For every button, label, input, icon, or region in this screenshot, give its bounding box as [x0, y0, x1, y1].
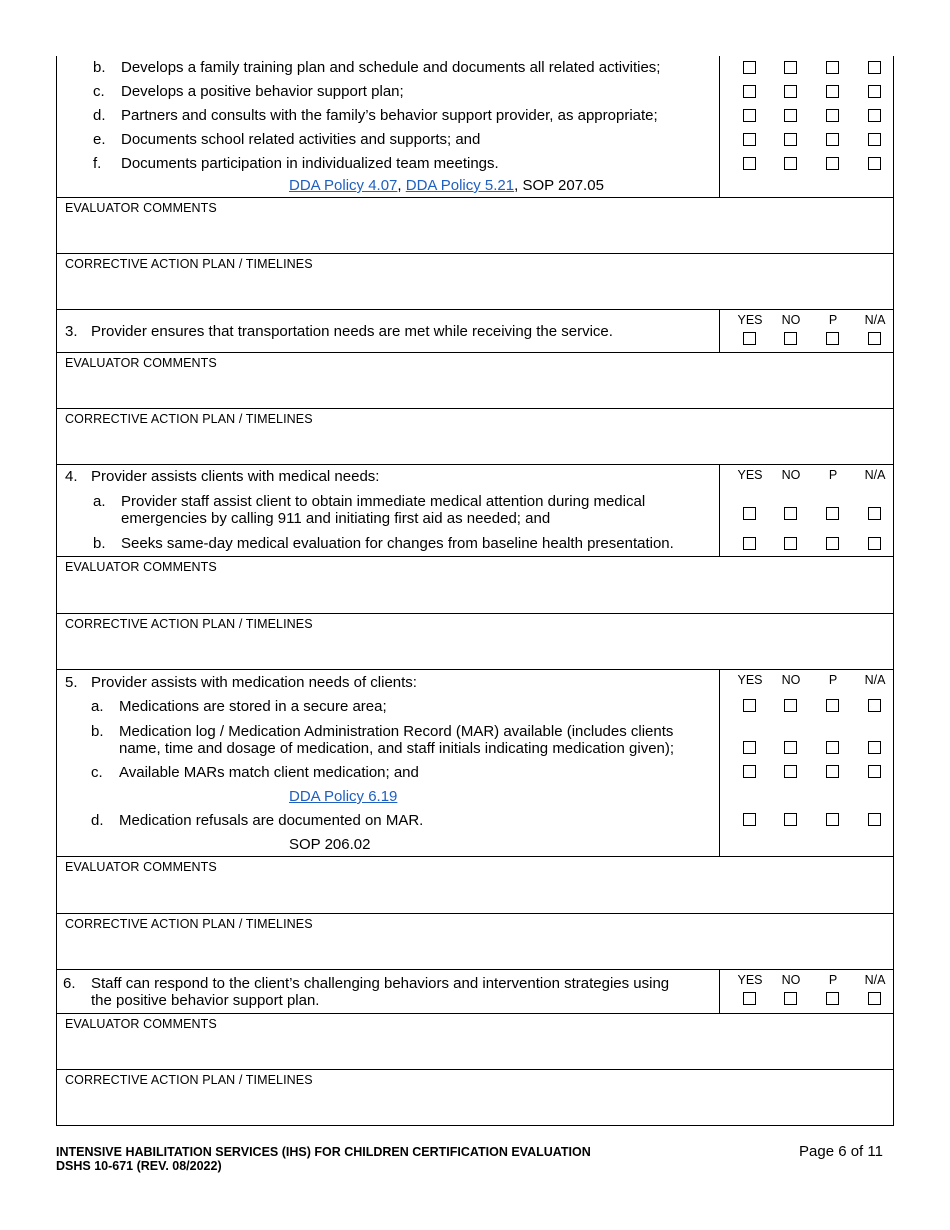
item-letter: d.	[93, 107, 106, 124]
partial-checkbox[interactable]	[826, 157, 839, 170]
partial-checkbox[interactable]	[826, 507, 839, 520]
evaluator-comments-box[interactable]	[56, 557, 894, 614]
item-letter: b.	[93, 59, 106, 76]
dda-policy-4-07-link[interactable]: DDA Policy 4.07	[289, 177, 398, 194]
no-checkbox[interactable]	[784, 157, 797, 170]
no-header: NO	[781, 313, 801, 327]
item-text: name, time and dosage of medication, and staff initials indicating medication given);	[119, 740, 675, 757]
yes-checkbox[interactable]	[743, 85, 756, 98]
yes-checkbox[interactable]	[743, 507, 756, 520]
question-text: the positive behavior support plan.	[91, 992, 320, 1009]
na-header: N/A	[864, 673, 886, 687]
corrective-action-box[interactable]	[56, 614, 894, 670]
no-checkbox[interactable]	[784, 813, 797, 826]
p-header: P	[828, 673, 838, 687]
item-letter: b.	[93, 535, 106, 552]
corrective-action-label: CORRECTIVE ACTION PLAN / TIMELINES	[65, 917, 313, 931]
form-number: DSHS 10-671 (REV. 08/2022)	[56, 1159, 222, 1173]
section-5-checkboxes	[720, 670, 893, 856]
question-text: Staff can respond to the client’s challenging behaviors and intervention strategies using	[91, 975, 670, 992]
no-checkbox[interactable]	[784, 85, 797, 98]
partial-checkbox[interactable]	[826, 61, 839, 74]
section-2-text	[57, 56, 720, 197]
yes-header: YES	[737, 313, 763, 327]
yes-checkbox[interactable]	[743, 765, 756, 778]
yes-checkbox[interactable]	[743, 133, 756, 146]
no-checkbox[interactable]	[784, 61, 797, 74]
na-header: N/A	[864, 973, 886, 987]
no-checkbox[interactable]	[784, 133, 797, 146]
section-4-checkboxes	[720, 465, 893, 556]
evaluator-comments-label: EVALUATOR COMMENTS	[65, 860, 217, 874]
item-text: Partners and consults with the family’s behavior support provider, as appropriate;	[121, 107, 658, 124]
na-checkbox[interactable]	[868, 765, 881, 778]
item-letter: c.	[93, 83, 105, 100]
item-letter: a.	[93, 493, 106, 510]
no-checkbox[interactable]	[784, 765, 797, 778]
evaluator-comments-box[interactable]	[56, 857, 894, 914]
yes-checkbox[interactable]	[743, 61, 756, 74]
section-5	[56, 670, 894, 857]
item-letter: b.	[91, 723, 104, 740]
p-header: P	[828, 468, 838, 482]
question-number: 6.	[63, 975, 76, 992]
yes-header: YES	[737, 468, 763, 482]
na-checkbox[interactable]	[868, 332, 881, 345]
na-header: N/A	[864, 313, 886, 327]
na-checkbox[interactable]	[868, 507, 881, 520]
partial-checkbox[interactable]	[826, 699, 839, 712]
evaluator-comments-label: EVALUATOR COMMENTS	[65, 356, 217, 370]
item-letter: d.	[91, 812, 104, 829]
section-2-checkboxes	[720, 56, 893, 197]
yes-checkbox[interactable]	[743, 992, 756, 1005]
item-letter: a.	[91, 698, 104, 715]
section-5-text	[57, 670, 720, 856]
no-checkbox[interactable]	[784, 332, 797, 345]
section-4-text	[57, 465, 720, 556]
na-checkbox[interactable]	[868, 741, 881, 754]
no-header: NO	[781, 673, 801, 687]
yes-checkbox[interactable]	[743, 537, 756, 550]
corrective-action-label: CORRECTIVE ACTION PLAN / TIMELINES	[65, 257, 313, 271]
sop-reference: , SOP 207.05	[514, 177, 604, 194]
na-checkbox[interactable]	[868, 537, 881, 550]
dda-policy-5-21-link[interactable]: DDA Policy 5.21	[405, 177, 515, 194]
evaluator-comments-label: EVALUATOR COMMENTS	[65, 201, 217, 215]
form-title: INTENSIVE HABILITATION SERVICES (IHS) FOR CHILDREN CERTIFICATION EVALUATION	[56, 1145, 591, 1159]
question-text: Provider ensures that transportation needs are met while receiving the service.	[91, 323, 613, 340]
corrective-action-label: CORRECTIVE ACTION PLAN / TIMELINES	[65, 1073, 313, 1087]
section-3-text	[57, 310, 720, 352]
item-text: Seeks same-day medical evaluation for changes from baseline health presentation.	[121, 535, 674, 552]
corrective-action-label: CORRECTIVE ACTION PLAN / TIMELINES	[65, 617, 313, 631]
item-letter: f.	[93, 155, 102, 172]
evaluator-comments-box[interactable]	[56, 1014, 894, 1070]
evaluator-comments-label: EVALUATOR COMMENTS	[65, 560, 217, 574]
section-3-checkboxes	[720, 310, 893, 352]
no-header: NO	[781, 468, 801, 482]
na-checkbox[interactable]	[868, 85, 881, 98]
yes-header: YES	[737, 673, 763, 687]
question-number: 3.	[65, 323, 78, 340]
na-checkbox[interactable]	[868, 61, 881, 74]
question-text: Provider assists with medication needs of clients:	[91, 674, 417, 691]
question-number: 5.	[65, 674, 78, 691]
yes-header: YES	[737, 973, 763, 987]
yes-checkbox[interactable]	[743, 741, 756, 754]
section-6-text	[57, 970, 720, 1013]
section-4	[56, 465, 894, 557]
section-2	[56, 56, 894, 198]
item-text: Medication refusals are documented on MAR.	[119, 812, 424, 829]
p-header: P	[828, 973, 838, 987]
no-checkbox[interactable]	[784, 507, 797, 520]
partial-checkbox[interactable]	[826, 537, 839, 550]
na-header: N/A	[864, 468, 886, 482]
ref-separator: ,	[397, 177, 406, 194]
partial-checkbox[interactable]	[826, 741, 839, 754]
section-3	[56, 310, 894, 353]
item-text: Provider staff assist client to obtain immediate medical attention during medical	[121, 493, 646, 510]
item-text: Documents participation in individualized team meetings.	[121, 155, 499, 172]
item-text: Documents school related activities and supports; and	[121, 131, 481, 148]
partial-checkbox[interactable]	[826, 109, 839, 122]
evaluator-comments-box[interactable]	[56, 198, 894, 254]
sop-reference: SOP 206.02	[289, 836, 371, 853]
evaluation-form	[56, 56, 894, 1126]
na-checkbox[interactable]	[868, 813, 881, 826]
corrective-action-label: CORRECTIVE ACTION PLAN / TIMELINES	[65, 412, 313, 426]
no-checkbox[interactable]	[784, 741, 797, 754]
corrective-action-box[interactable]	[56, 914, 894, 970]
no-checkbox[interactable]	[784, 699, 797, 712]
item-text: Available MARs match client medication; and	[119, 764, 419, 781]
yes-checkbox[interactable]	[743, 813, 756, 826]
corrective-action-box[interactable]	[56, 409, 894, 465]
evaluator-comments-box[interactable]	[56, 353, 894, 409]
item-text: Develops a family training plan and schedule and documents all related activities;	[121, 59, 661, 76]
item-letter: c.	[91, 764, 103, 781]
footer-left	[56, 1145, 591, 1173]
dda-policy-6-19-link[interactable]: DDA Policy 6.19	[289, 788, 398, 805]
na-checkbox[interactable]	[868, 992, 881, 1005]
partial-checkbox[interactable]	[826, 133, 839, 146]
corrective-action-box[interactable]	[56, 1070, 894, 1126]
evaluator-comments-label: EVALUATOR COMMENTS	[65, 1017, 217, 1031]
no-checkbox[interactable]	[784, 537, 797, 550]
item-text: Develops a positive behavior support plan;	[121, 83, 404, 100]
p-header: P	[828, 313, 838, 327]
na-checkbox[interactable]	[868, 133, 881, 146]
no-checkbox[interactable]	[784, 109, 797, 122]
policy-references	[289, 177, 604, 194]
item-text: Medications are stored in a secure area;	[119, 698, 387, 715]
section-6-checkboxes	[720, 970, 893, 1013]
partial-checkbox[interactable]	[826, 992, 839, 1005]
partial-checkbox[interactable]	[826, 332, 839, 345]
partial-checkbox[interactable]	[826, 813, 839, 826]
item-letter: e.	[93, 131, 106, 148]
na-checkbox[interactable]	[868, 699, 881, 712]
yes-checkbox[interactable]	[743, 157, 756, 170]
section-6	[56, 970, 894, 1014]
item-text: Medication log / Medication Administration Record (MAR) available (includes clients	[119, 723, 674, 740]
na-checkbox[interactable]	[868, 109, 881, 122]
no-checkbox[interactable]	[784, 992, 797, 1005]
yes-checkbox[interactable]	[743, 109, 756, 122]
question-text: Provider assists clients with medical needs:	[91, 468, 380, 485]
na-checkbox[interactable]	[868, 157, 881, 170]
page-number: Page 6 of 11	[799, 1143, 883, 1160]
yes-checkbox[interactable]	[743, 699, 756, 712]
corrective-action-box[interactable]	[56, 254, 894, 310]
partial-checkbox[interactable]	[826, 85, 839, 98]
partial-checkbox[interactable]	[826, 765, 839, 778]
question-number: 4.	[65, 468, 78, 485]
item-text: emergencies by calling 911 and initiating first aid as needed; and	[121, 510, 551, 527]
no-header: NO	[781, 973, 801, 987]
yes-checkbox[interactable]	[743, 332, 756, 345]
